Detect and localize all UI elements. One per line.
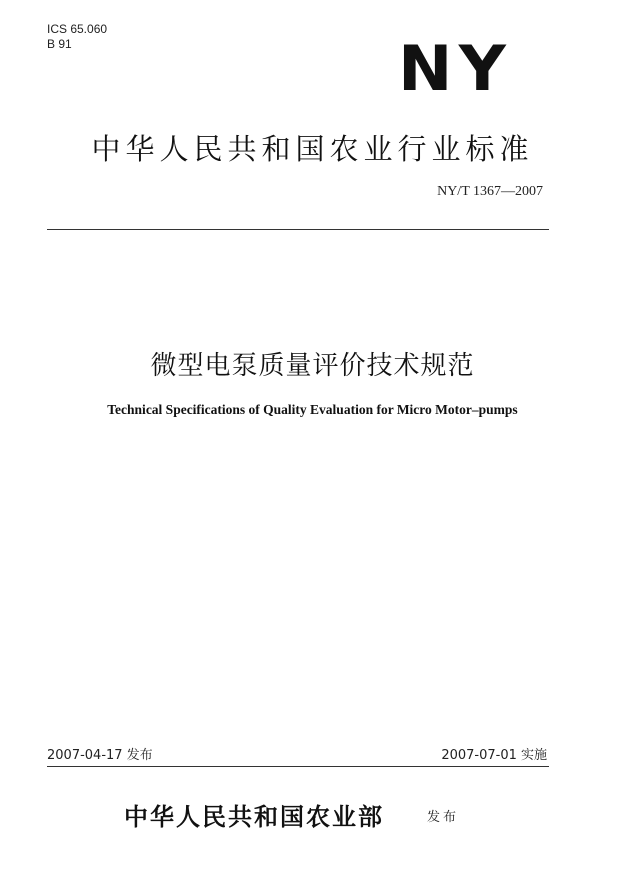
- standard-title: 中华人民共和国农业行业标准: [91, 132, 534, 166]
- publisher-name: 中华人民共和国农业部: [124, 802, 384, 831]
- top-divider: [47, 229, 549, 230]
- ny-logo: NY: [398, 32, 513, 105]
- effective-date: 2007-07-01 实施: [441, 748, 547, 763]
- bottom-divider: [47, 766, 549, 767]
- publish-label: 发布: [427, 810, 460, 825]
- classification-codes: [47, 22, 107, 52]
- document-title-cn: 微型电泵质量评价技术规范: [150, 351, 475, 381]
- ccs-code: B 91: [47, 37, 72, 51]
- document-title-en: Technical Specifications of Quality Evaluation for Micro Motor–pumps: [107, 402, 518, 417]
- standard-number: NY/T 1367—2007: [437, 184, 543, 199]
- ics-code: ICS 65.060: [47, 22, 108, 36]
- issue-date: 2007-04-17 发布: [47, 748, 153, 763]
